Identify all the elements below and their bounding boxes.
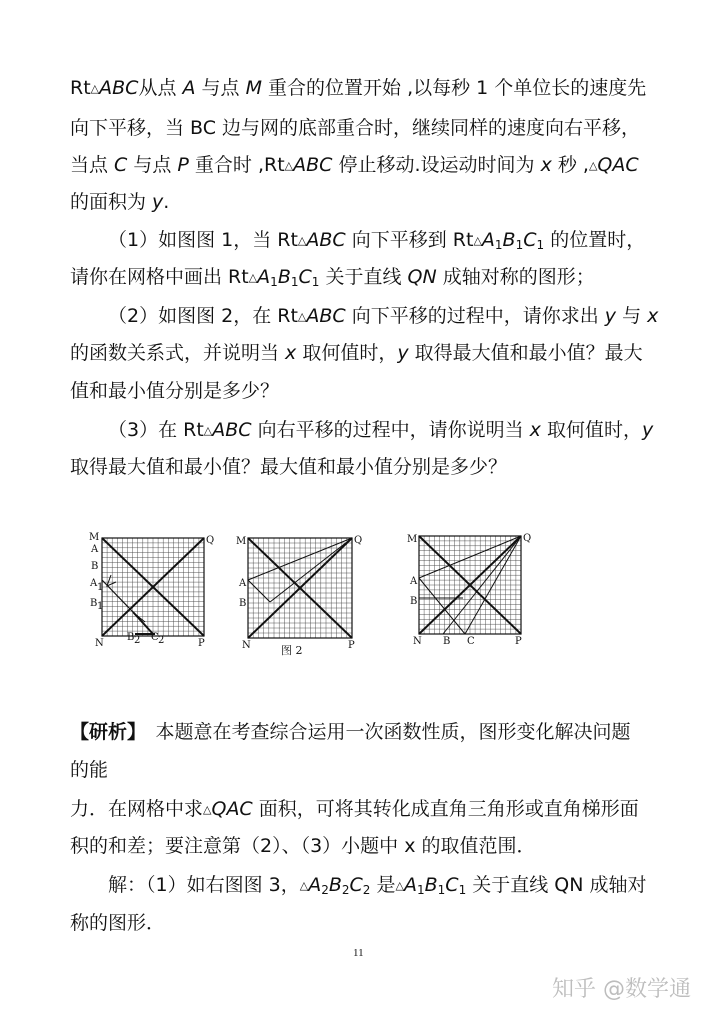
fig1-label-M: M (89, 532, 100, 543)
fig3-label-C: C (467, 636, 475, 647)
analysis-line-4: 积的和差；要注意第（2）、（3）小题中 x 的取值范围． (70, 835, 536, 857)
fig3-label-B: B (410, 596, 418, 607)
fig2-label-P: P (348, 640, 355, 650)
analysis-heading: 【研析】 (70, 721, 137, 743)
fig1-sub-B2: 2 (134, 635, 141, 646)
fig1-label-C2: C (151, 632, 159, 643)
fig1-label-B1: B (90, 598, 98, 609)
fig1-label-B: B (91, 561, 99, 572)
fig2-label-B: B (239, 598, 247, 609)
text-line-2: 向下平移，当 BC 边与网的底部重合时，继续同样的速度向右平移， (70, 117, 641, 139)
fig3-label-N: N (413, 636, 422, 647)
fig1-label-B2: B (127, 632, 135, 643)
fig2-label-N: N (242, 640, 251, 650)
analysis-line-1: 【研析】 本题意在考查综合运用一次函数性质，图形变化解决问题 (70, 721, 631, 743)
fig1-label-P: P (198, 638, 205, 649)
fig3-label-P: P (515, 636, 522, 647)
solution-line-2: 称的图形． (70, 912, 166, 934)
question-1-line-2: 请你在网格中画出 $Rt\triangle A_1B_1C_1$ 关于直线 QN 成轴对称的图形； (70, 266, 595, 289)
solution-line-1: 解：（1）如右图图 3，$\triangle A_2B_2C_2$ 是$\triangle A_1B_1C_1$ 关于直线 QN 成轴对 (108, 874, 647, 897)
page-number: 11 (353, 947, 364, 959)
question-3-line-1: （3）在 Rt△ABC 向右平移的过程中，请你说明当 x 取何值时，y (108, 419, 654, 441)
text-line-1: Rt△ABC从点 A 与点 M 重合的位置开始 ,以每秒 1 个单位长的速度先 (70, 77, 647, 99)
fig1-sub-B1: 1 (97, 601, 104, 612)
analysis-line-2: 的能 (70, 759, 109, 781)
figure-3 (405, 528, 535, 648)
analysis-line-3: 力．在网格中求△QAC 面积，可将其转化成直角三角形或直角梯形面 (70, 798, 639, 820)
fig1-label-A: A (91, 544, 99, 555)
figure-2-caption: 图 2 (281, 644, 303, 657)
question-1-line-1: （1）如图图 1，当 Rt△ABC 向下平移到 $Rt\triangle A_1B_1C_1$ 的位置时， (108, 229, 646, 252)
fig2-label-A: A (239, 578, 247, 589)
fig3-label-B: B (443, 636, 451, 647)
question-2-line-1: （2）如图图 2，在 Rt△ABC 向下平移的过程中，请你求出 y 与 x (108, 305, 659, 327)
fig2-label-Q: Q (354, 535, 363, 546)
watermark: 知乎 @数学通 (552, 977, 691, 1002)
fig1-label-Q: Q (206, 535, 215, 546)
fig1-sub-C2: 2 (158, 635, 165, 646)
fig1-label-A1: A (90, 578, 98, 589)
fig3-label-Q: Q (523, 533, 532, 544)
text-line-3: 当点 C 与点 P 重合时 ,Rt△ABC 停止移动.设运动时间为 x 秒 ,△QAC (70, 154, 639, 176)
fig1-sub-A1: 1 (97, 582, 104, 593)
question-2-line-2: 的函数关系式，并说明当 x 取何值时，y 取得最大值和最小值？最大 (70, 342, 643, 364)
fig3-label-M: M (407, 534, 418, 545)
figure-1 (85, 530, 220, 650)
fig3-label-A: A (410, 576, 418, 587)
question-2-line-3: 值和最小值分别是多少？ (70, 380, 280, 402)
figure-2 (234, 530, 364, 650)
text-line-4: 的面积为 y. (70, 191, 170, 213)
fig1-label-N: N (95, 638, 104, 649)
fig2-label-M: M (236, 536, 247, 547)
question-3-line-2: 取得最大值和最小值？最大值和最小值分别是多少？ (70, 456, 508, 478)
